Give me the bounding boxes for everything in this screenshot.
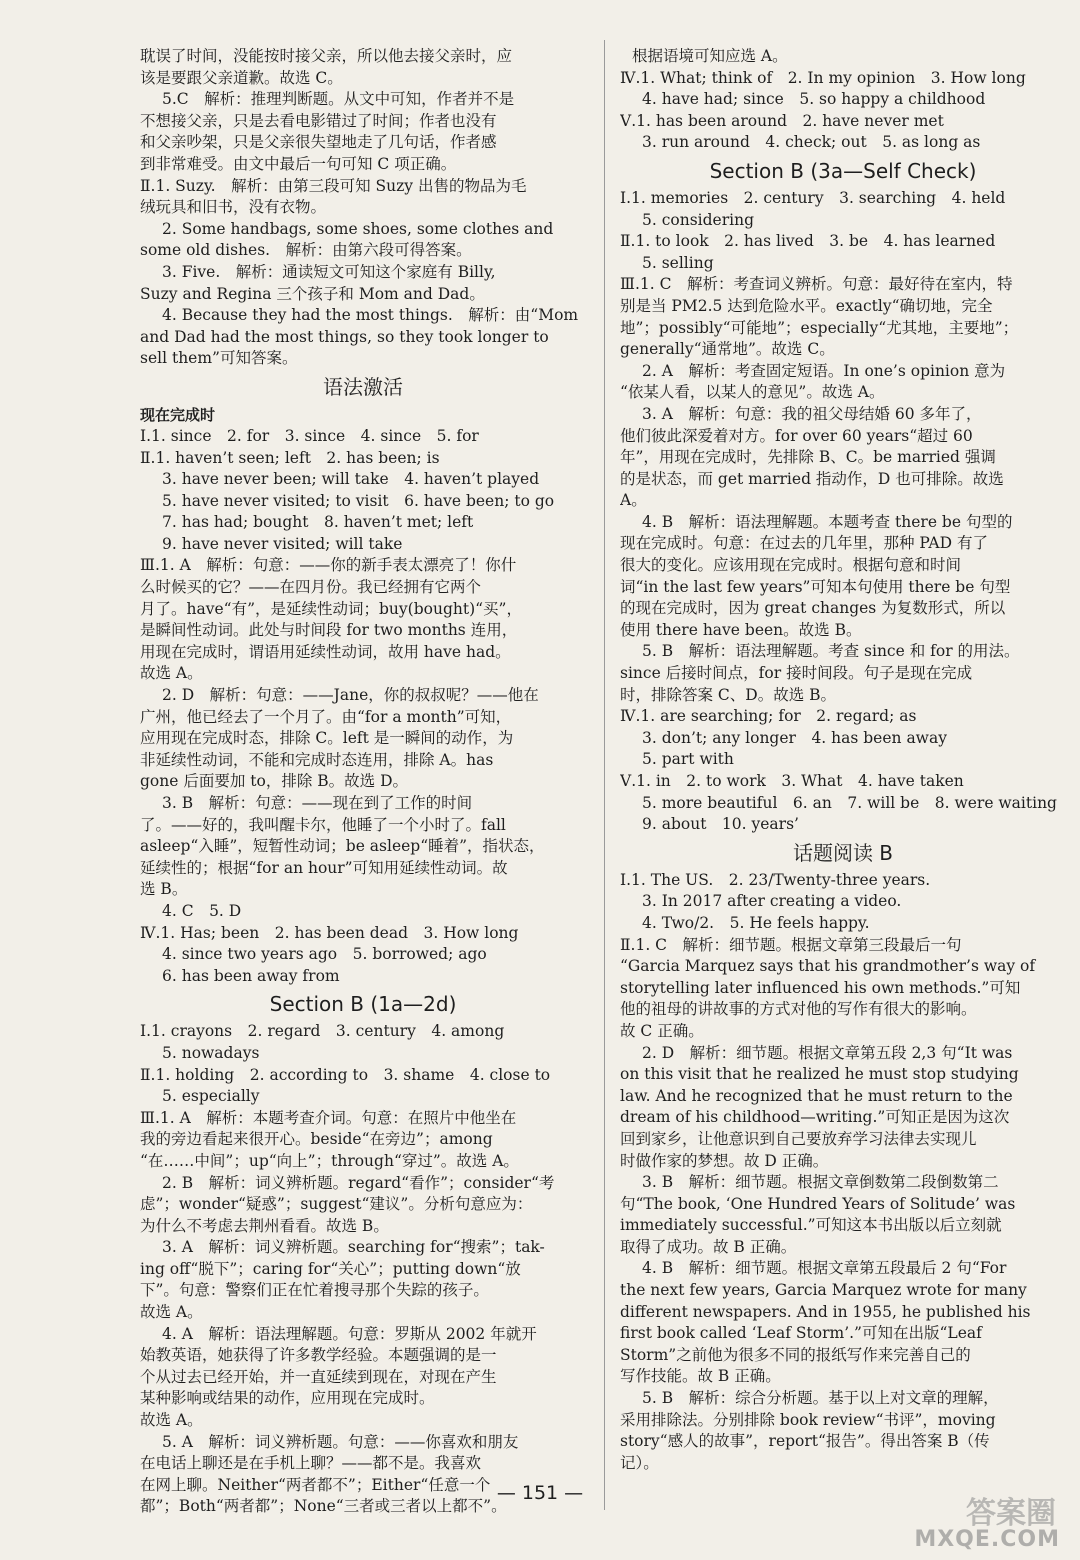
answer-line: 时做作家的梦想。故 D 正确。: [620, 1151, 829, 1170]
answer-line: 很大的变化。应该用现在完成时。根据句意和时间: [620, 556, 962, 575]
answer-line: Ⅲ.1. C 解析：考查词义辨析。句意：最好待在室内，特: [620, 275, 1013, 294]
answer-line: 故选 A。: [140, 1303, 203, 1322]
answer-line: 我的旁边看起来很开心。beside“在旁边”；among: [140, 1130, 493, 1149]
answer-line: 5.C 解析：推理判断题。从文中可知，作者并不是: [162, 90, 515, 109]
answer-line: Ⅱ.1. C 解析：细节题。根据文章第三段最后一句: [620, 935, 962, 954]
section-heading: 话题阅读 B: [792, 840, 894, 865]
answer-line: asleep“入睡”，短暂性动词；be asleep“睡着”，指状态，: [140, 837, 545, 856]
answer-line: 5. part with: [642, 750, 734, 769]
answer-line: 时，排除答案 C、D。故选 B。: [620, 685, 837, 704]
watermark-brand: 答案圈: [966, 1496, 1056, 1531]
answer-line: 4. since two years ago 5. borrowed; ago: [162, 945, 487, 964]
answer-line: Storm”之前他为很多不同的报纸写作来完善自己的: [620, 1345, 971, 1364]
answer-line: 非延续性动词，不能和完成时态连用，排除 A。has: [140, 750, 494, 769]
answer-line: 3. B 解析：句意：——现在到了工作的时间: [162, 794, 473, 812]
answer-line: 5. B 解析：综合分析题。基于以上对文章的理解，: [642, 1389, 999, 1408]
answer-line: 应用现在完成时态，排除 C。left 是一瞬间的动作，为: [140, 729, 514, 748]
answer-line: Ⅴ.1. in 2. to work 3. What 4. have taken: [620, 772, 964, 790]
answer-line: 4. C 5. D: [162, 901, 242, 920]
answer-line: 2. B 解析：词义辨析题。regard“看作”；consider“考: [162, 1173, 555, 1192]
left-column: [140, 46, 586, 1518]
answer-line: “在……中间”；up“向上”；through“穿过”。故选 A。: [140, 1151, 519, 1170]
answer-line: 故选 A。: [140, 1411, 203, 1430]
answer-line: 么时候买的它？——在四月份。我已经拥有它两个: [140, 578, 482, 597]
answer-line: 4. A 解析：语法理解题。句意：罗斯从 2002 年就开: [162, 1324, 537, 1343]
answer-line: 绒玩具和旧书，没有衣物。: [140, 198, 327, 217]
answer-line: generally“通常地”。故选 C。: [620, 340, 835, 359]
answer-line: 年”，用现在完成时，先排除 B、C。be married 强调: [620, 448, 996, 467]
answer-line: on this visit that he realized he must stop studying: [620, 1065, 1019, 1084]
answer-line: and Dad had the most things, so they took longer to: [140, 327, 549, 346]
right-column: [620, 46, 1066, 1474]
answer-line: 延续性的；根据“for an hour”可知用延续性动词。故: [140, 858, 508, 877]
answer-line: 在电话上聊还是在手机上聊？——都不是。我喜欢: [140, 1454, 482, 1473]
answer-line: 虑”；wonder“疑惑”；suggest“建议”。分析句意应为：: [140, 1195, 533, 1214]
answer-line: dream of his childhood—writing.”可知正是因为这次: [620, 1108, 1010, 1127]
answer-line: 2. D 解析：细节题。根据文章第五段 2,3 句“It was: [642, 1043, 1013, 1062]
answer-line: sell them”可知答案。: [140, 349, 298, 368]
answer-line: 采用排除法。分别排除 book review“书评”，moving: [620, 1410, 996, 1429]
answer-line: 句“The book, ‘One Hundred Years of Solitude’ was: [620, 1194, 1016, 1213]
answer-line: 故 C 正确。: [620, 1021, 704, 1040]
answer-line: 都”；Both“两者都”；None“三者或三者以上都不”。: [140, 1497, 507, 1516]
answer-line: 5. nowadays: [162, 1043, 260, 1062]
answer-line: 使用 there have been。故选 B。: [620, 620, 862, 639]
answer-line: 4. B 解析：语法理解题。本题考查 there be 句型的: [642, 512, 1013, 531]
answer-line: law. And he recognized that he must return to the: [620, 1086, 1013, 1105]
answer-line: “Garcia Marquez says that his grandmother’s way of: [620, 957, 1036, 976]
answer-line: 下”。句意：警察们正在忙着搜寻那个失踪的孩子。: [140, 1281, 489, 1300]
answer-line: 地”；possibly“可能地”；especially“尤其地，主要地”；: [620, 318, 1019, 337]
answer-line: Ⅱ.1. to look 2. has lived 3. be 4. has learned: [620, 232, 996, 251]
answer-line: 故选 A。: [140, 664, 203, 683]
answer-line: Ⅱ.1. Suzy. 解析：由第三段可知 Suzy 出售的物品为毛: [140, 176, 527, 195]
answer-line: 耽误了时间，没能按时接父亲，所以他去接父亲时，应: [140, 47, 513, 65]
answer-line: 始教英语，她获得了许多教学经验。本题强调的是一: [140, 1346, 497, 1365]
answer-line: the next few years, Garcia Marquez wrote for many: [620, 1281, 1027, 1300]
answer-line: 5. selling: [642, 253, 714, 272]
answer-line: 9. about 10. years’: [642, 815, 799, 834]
answer-line: 3. A 解析：词义辨析题。searching for“搜索”；tak-: [162, 1238, 545, 1257]
answer-line: 4. have had; since 5. so happy a childhood: [642, 90, 986, 109]
answer-line: 某种影响或结果的动作，应用现在完成时。: [140, 1389, 435, 1408]
answer-line: A。: [620, 491, 647, 510]
answer-line: 个从过去已经开始，并一直延续到现在，对现在产生: [140, 1367, 497, 1386]
answer-line: 该是要跟父亲道歉。故选 C。: [140, 68, 343, 87]
answer-line: 到非常难受。由文中最后一句可知 C 项正确。: [140, 154, 457, 173]
section-heading: Section B (3a—Self Check): [709, 158, 977, 183]
answer-line: some old dishes. 解析：由第六段可得答案。: [140, 241, 472, 260]
answer-line: 5. considering: [642, 210, 754, 229]
answer-line: 7. has had; bought 8. haven’t met; left: [162, 513, 474, 532]
answer-line: 3. don’t; any longer 4. has been away: [642, 728, 947, 747]
answer-line: Ⅰ.1. crayons 2. regard 3. century 4. among: [140, 1022, 505, 1041]
answer-line: immediately successful.”可知这本书出版以后立刻就: [620, 1216, 1002, 1235]
answer-line: Ⅰ.1. memories 2. century 3. searching 4. held: [620, 188, 1006, 207]
answer-line: storytelling later influenced his own methods.”可知: [620, 978, 1021, 997]
answer-line: 4. B 解析：细节题。根据文章第五段最后 2 句“For: [642, 1259, 1007, 1278]
section-heading: Section B (1a—2d): [269, 992, 457, 1017]
answer-line: 写作技能。故 B 正确。: [620, 1367, 781, 1386]
answer-line: 的现在完成时，因为 great changes 为复数形式，所以: [620, 599, 1006, 618]
answer-line: 3. B 解析：细节题。根据文章倒数第二段倒数第二: [642, 1173, 999, 1192]
answer-line: 3. have never been; will take 4. haven’t played: [162, 470, 540, 489]
answer-line: 月了。have“有”，是延续性动词；buy(bought)“买”，: [140, 599, 522, 618]
answer-line: 取得了成功。故 B 正确。: [620, 1237, 797, 1256]
answer-line: 不想接父亲，只是去看电影错过了时间；作者也没有: [140, 111, 497, 130]
answer-line: 5. A 解析：词义辨析题。句意：——你喜欢和朋友: [162, 1432, 519, 1451]
answer-line: Ⅰ.1. since 2. for 3. since 4. since 5. for: [140, 426, 479, 445]
answer-line: since 后接时间点，for 接时间段。句子是现在完成: [620, 664, 973, 683]
answer-line: 是瞬间性动词。此处与时间段 for two months 连用，: [140, 621, 518, 640]
answer-line: 回到家乡，让他意识到自己要放弃学习法律去实现儿: [620, 1129, 977, 1148]
answer-line: 4. Because they had the most things. 解析：由“Mom: [162, 306, 579, 325]
answer-line: 词“in the last few years”可知本句使用 there be 句型: [620, 577, 1011, 596]
answer-line: Ⅲ.1. A 解析：本题考查介词。句意：在照片中他坐在: [140, 1108, 517, 1127]
answer-line: first book called ‘Leaf Storm’.”可知在出版“Leaf: [620, 1324, 982, 1343]
answer-line: 记）。: [620, 1453, 659, 1472]
answer-line: 3. run around 4. check; out 5. as long as: [642, 133, 981, 152]
answer-line: different newspapers. And in 1955, he published his: [620, 1302, 1031, 1321]
page-number: — 151 —: [496, 1482, 584, 1504]
answer-line: 2. Some handbags, some shoes, some clothes and: [162, 219, 554, 238]
answer-line: ing off“脱下”；caring for“关心”；putting down“放: [140, 1259, 521, 1278]
answer-line: 9. have never visited; will take: [162, 534, 403, 553]
answer-line: 用现在完成时，谓语用延续性动词，故用 have had。: [140, 642, 511, 661]
answer-line: Ⅱ.1. holding 2. according to 3. shame 4. close to: [140, 1065, 551, 1084]
answer-line: Ⅰ.1. The US. 2. 23/Twenty-three years.: [620, 870, 931, 889]
answer-line: “依某人看，以某人的意见”。故选 A。: [620, 383, 885, 402]
column-divider: [604, 40, 605, 1510]
answer-line: Ⅲ.1. A 解析：句意：——你的新手表太漂亮了！你什: [140, 556, 517, 575]
answer-line: gone 后面要加 to，排除 B。故选 D。: [140, 772, 408, 791]
answer-line: 5. more beautiful 6. an 7. will be 8. were waiting: [642, 793, 1057, 812]
answer-line: 广州，他已经去了一个月了。由“for a month”可知，: [140, 707, 512, 726]
answer-line: 5. have never visited; to visit 6. have been; to go: [162, 491, 555, 510]
answer-line: 和父亲吵架，只是父亲很失望地走了几句话，作者感: [140, 133, 497, 152]
answer-line: 他的祖母的讲故事的方式对他的写作有很大的影响。: [620, 1000, 977, 1019]
answer-line: 3. In 2017 after creating a video.: [642, 892, 902, 911]
answer-line: 4. Two/2. 5. He feels happy.: [642, 913, 870, 932]
answer-line: 选 B。: [140, 880, 188, 899]
answer-line: Ⅳ.1. What; think of 2. In my opinion 3. How long: [620, 68, 1026, 87]
answer-line: 5. especially: [162, 1087, 260, 1106]
answer-line: 的是状态，而 get married 指动作，D 也可排除。故选: [620, 469, 1004, 488]
answer-line: Ⅳ.1. Has; been 2. has been dead 3. How long: [140, 923, 519, 942]
watermark-domain: MXQE.COM: [914, 1527, 1060, 1552]
answer-line: 2. D 解析：句意：——Jane，你的叔叔呢？——他在: [162, 686, 539, 705]
answer-line: story“感人的故事”，report“报告”。得出答案 B（传: [620, 1432, 990, 1451]
answer-line: Suzy and Regina 三个孩子和 Mom and Dad。: [140, 284, 485, 303]
answer-line: 3. A 解析：句意：我的祖父母结婚 60 多年了，: [642, 404, 982, 423]
answer-line: 现在完成时。句意：在过去的几年里，那种 PAD 有了: [620, 534, 988, 553]
answer-line: 为什么不考虑去荆州看看。故选 B。: [140, 1216, 389, 1235]
answer-line: 5. B 解析：语法理解题。考查 since 和 for 的用法。: [642, 642, 1020, 661]
section-heading: 语法激活: [323, 374, 403, 399]
answer-line: 了。——好的，我叫醒卡尔，他睡了一个小时了。fall: [140, 815, 506, 834]
watermark-logo: [896, 1486, 1066, 1556]
answer-line: Ⅴ.1. has been around 2. have never met: [620, 111, 944, 130]
answer-line: 他们彼此深爱着对方。for over 60 years“超过 60: [620, 426, 973, 445]
answer-line: 根据语境可知应选 A。: [632, 47, 788, 65]
section-subheading: 现在完成时: [140, 405, 216, 424]
answer-line: 在网上聊。Neither“两者都不”；Either“任意一个: [140, 1475, 491, 1494]
answer-line: 2. A 解析：考查固定短语。In one’s opinion 意为: [642, 361, 1006, 380]
answer-line: Ⅳ.1. are searching; for 2. regard; as: [620, 707, 917, 726]
answer-line: Ⅱ.1. haven’t seen; left 2. has been; is: [140, 448, 440, 467]
answer-line: 别是当 PM2.5 达到危险水平。exactly“确切地，完全: [620, 296, 993, 315]
answer-line: 6. has been away from: [162, 966, 340, 985]
answer-line: 3. Five. 解析：通读短文可知这个家庭有 Billy,: [162, 262, 496, 281]
